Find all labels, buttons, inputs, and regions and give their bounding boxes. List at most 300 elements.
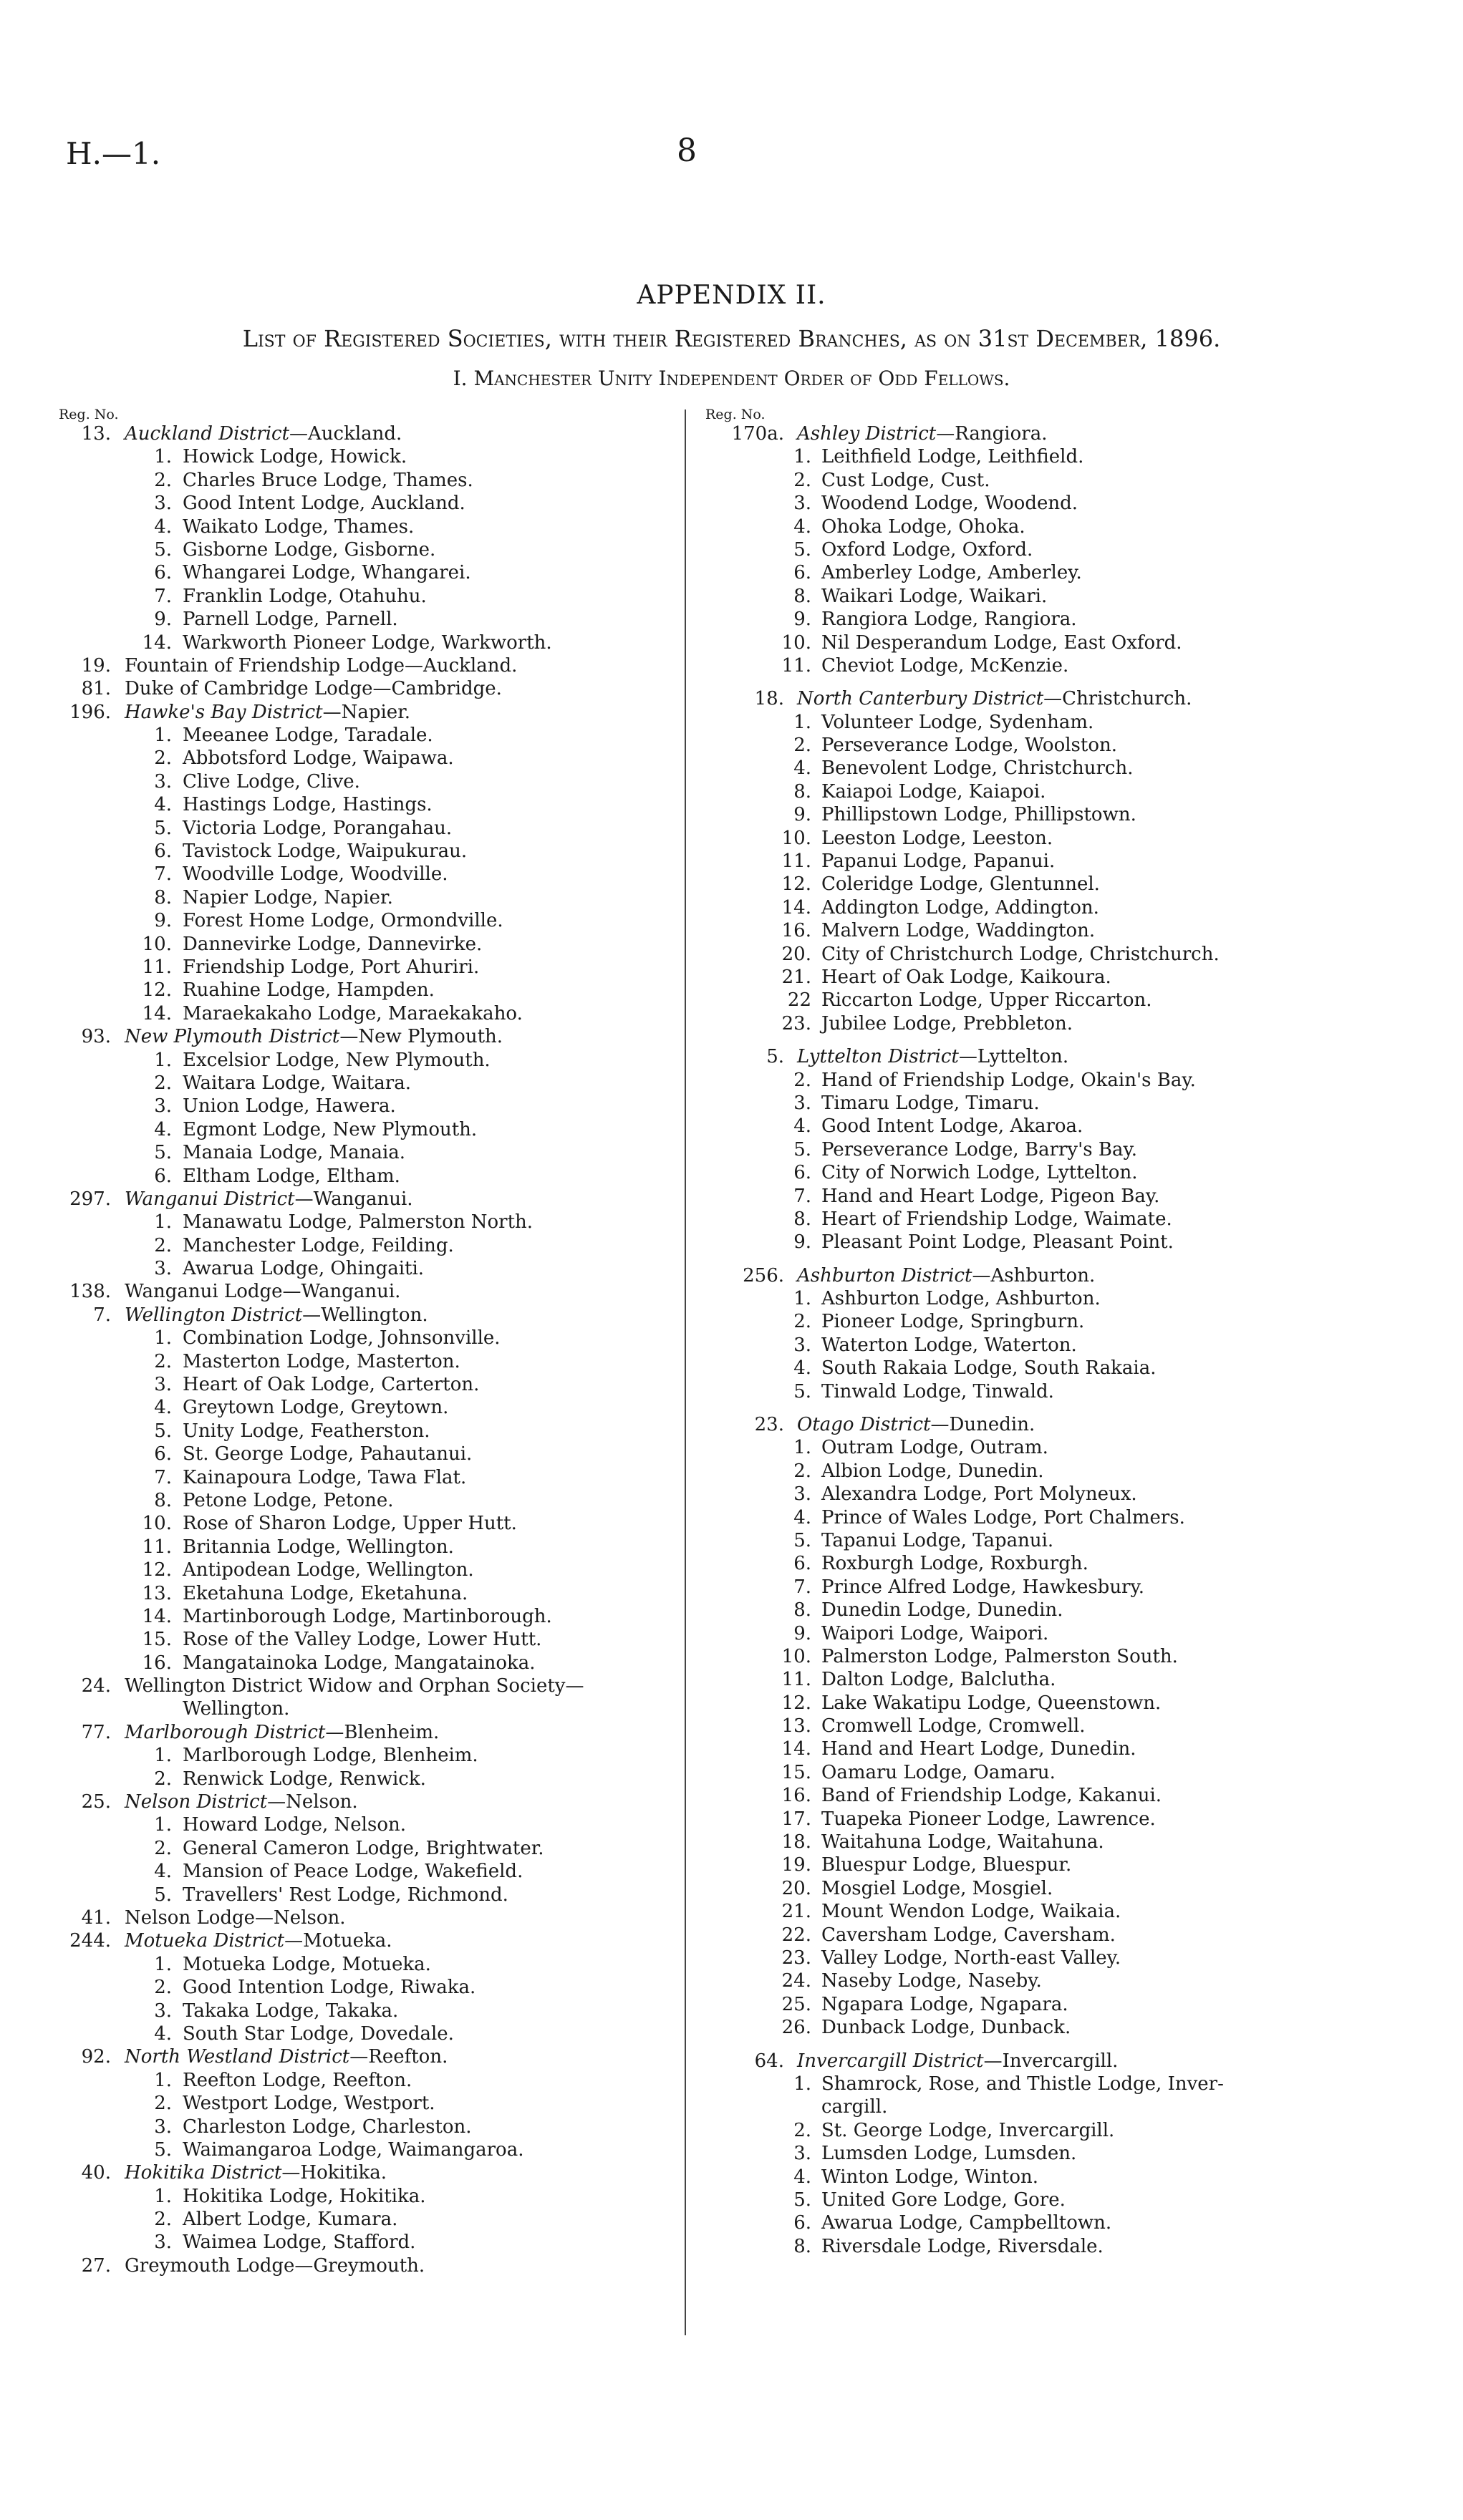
reg-number: 1. bbox=[154, 2069, 172, 2091]
reg-number: 3. bbox=[154, 770, 172, 793]
branch-entry bbox=[43, 608, 673, 631]
reg-number: 93. bbox=[81, 1026, 111, 1048]
reg-number: 5. bbox=[766, 1046, 784, 1068]
reg-number: 1. bbox=[154, 1049, 172, 1071]
entry-text: Cust Lodge, Cust. bbox=[821, 469, 990, 491]
reg-number: 3. bbox=[154, 493, 172, 515]
branch-entry bbox=[43, 1002, 673, 1025]
appendix-title: APPENDIX II. bbox=[637, 281, 826, 310]
district-name bbox=[125, 1790, 358, 1813]
reg-number: 1. bbox=[793, 711, 811, 733]
reg-number: 10. bbox=[142, 1513, 172, 1535]
reg-number: 8. bbox=[793, 1208, 811, 1230]
entry-text: Ohoka Lodge, Ohoka. bbox=[821, 515, 1025, 538]
branch-entry bbox=[43, 1860, 673, 1883]
entry-text: Dannevirke Lodge, Dannevirke. bbox=[183, 933, 483, 955]
entry-text: South Rakaia Lodge, South Rakaia. bbox=[821, 1357, 1157, 1380]
reg-number: 9. bbox=[793, 609, 811, 631]
district-name bbox=[125, 1188, 413, 1211]
reg-number: 23. bbox=[781, 1012, 811, 1034]
reg-number: 1. bbox=[154, 2185, 172, 2207]
reg-number: 17. bbox=[781, 1808, 811, 1830]
branch-entry bbox=[43, 747, 673, 770]
entry-text: Rose of the Valley Lodge, Lower Hutt. bbox=[183, 1629, 542, 1651]
entry-text: Good Intent Lodge, Akaroa. bbox=[821, 1115, 1083, 1138]
branch-entry bbox=[43, 1813, 673, 1836]
entry-text: Whangarei Lodge, Whangarei. bbox=[183, 562, 471, 584]
entry-text: Clive Lodge, Clive. bbox=[183, 770, 360, 793]
entry-text: Manawatu Lodge, Palmerston North. bbox=[183, 1211, 533, 1234]
section-heading: I. Manchester Unity Independent Order of Odd Fellows. bbox=[453, 367, 1010, 390]
district-title: Ashburton District bbox=[797, 1264, 972, 1286]
branch-entry bbox=[698, 1784, 1314, 1807]
branch-entry bbox=[698, 827, 1314, 850]
branch-entry bbox=[43, 2231, 673, 2254]
entry-text: Martinborough Lodge, Martinborough. bbox=[183, 1605, 552, 1627]
district-name bbox=[125, 701, 410, 724]
reg-no-label: Reg. No. bbox=[705, 407, 766, 422]
entry-text: Takaka Lodge, Takaka. bbox=[183, 2000, 399, 2022]
district-entry bbox=[43, 1929, 673, 1952]
district-entry bbox=[698, 2050, 1314, 2073]
reg-number: 3. bbox=[154, 2000, 172, 2022]
section-gap bbox=[698, 1403, 1314, 1413]
branch-entry bbox=[43, 1049, 673, 1072]
district-name bbox=[125, 2161, 387, 2184]
branch-entry bbox=[698, 734, 1314, 757]
reg-number: 1. bbox=[154, 724, 172, 747]
reg-number: 10. bbox=[781, 827, 811, 849]
branch-entry bbox=[698, 2235, 1314, 2258]
reg-number: 4. bbox=[154, 1118, 172, 1140]
branch-entry bbox=[698, 492, 1314, 515]
reg-number: 10. bbox=[142, 933, 172, 955]
reg-number: 1. bbox=[793, 2073, 811, 2095]
branch-entry bbox=[43, 2208, 673, 2231]
entry-text: Manchester Lodge, Feilding. bbox=[183, 1234, 454, 1256]
entry-text: Waimea Lodge, Stafford. bbox=[183, 2231, 416, 2254]
branch-entry bbox=[698, 1506, 1314, 1529]
reg-number: 14. bbox=[781, 896, 811, 919]
entry-text: Band of Friendship Lodge, Kakanui. bbox=[821, 1785, 1162, 1807]
district-name bbox=[797, 1264, 1095, 1287]
reg-number: 6. bbox=[154, 1443, 172, 1465]
society-entry bbox=[43, 654, 673, 677]
branch-entry bbox=[698, 1069, 1314, 1092]
reg-number: 2. bbox=[154, 2093, 172, 2115]
reg-number: 13. bbox=[142, 1582, 172, 1604]
branch-entry bbox=[43, 1373, 673, 1396]
branch-entry bbox=[698, 1012, 1314, 1035]
reg-number: 14. bbox=[142, 1002, 172, 1024]
entry-text: Perseverance Lodge, Barry's Bay. bbox=[821, 1138, 1137, 1160]
entry-text: Westport Lodge, Westport. bbox=[183, 2093, 435, 2115]
branch-entry bbox=[43, 1559, 673, 1581]
document-reference: H.—1. bbox=[66, 136, 161, 171]
entry-text: Bluespur Lodge, Bluespur. bbox=[821, 1854, 1072, 1876]
entry-text: Howard Lodge, Nelson. bbox=[183, 1814, 406, 1836]
reg-number: 7. bbox=[154, 863, 172, 886]
branch-entry bbox=[698, 1460, 1314, 1483]
district-seat: —Reefton. bbox=[349, 2046, 448, 2068]
branch-entry bbox=[698, 1138, 1314, 1161]
entry-text: Leeston Lodge, Leeston. bbox=[821, 827, 1053, 849]
entry-text: Britannia Lodge, Wellington. bbox=[183, 1536, 454, 1558]
district-seat: —Nelson. bbox=[267, 1791, 358, 1813]
entry-text: Combination Lodge, Johnsonville. bbox=[183, 1327, 501, 1349]
entry-text: Tavistock Lodge, Waipukurau. bbox=[183, 840, 468, 863]
entry-text: Lumsden Lodge, Lumsden. bbox=[821, 2143, 1077, 2165]
entry-text: Rose of Sharon Lodge, Upper Hutt. bbox=[183, 1513, 517, 1535]
branch-entry bbox=[43, 2022, 673, 2045]
entry-text: Good Intention Lodge, Riwaka. bbox=[183, 1977, 476, 1999]
entry-text: Duke of Cambridge Lodge—Cambridge. bbox=[125, 678, 502, 700]
branch-entry bbox=[43, 1536, 673, 1559]
entry-text: Tinwald Lodge, Tinwald. bbox=[821, 1380, 1054, 1402]
reg-number: 297. bbox=[69, 1188, 111, 1210]
branch-entry bbox=[43, 631, 673, 654]
reg-number: 10. bbox=[781, 1645, 811, 1667]
reg-number: 8. bbox=[793, 780, 811, 803]
reg-number: 13. bbox=[81, 423, 111, 445]
entry-text: Hand of Friendship Lodge, Okain's Bay. bbox=[821, 1069, 1196, 1091]
reg-number: 14. bbox=[142, 1605, 172, 1627]
branch-entry bbox=[43, 2092, 673, 2115]
entry-text: Waikato Lodge, Thames. bbox=[183, 515, 415, 538]
society-entry bbox=[43, 2254, 673, 2277]
reg-number: 4. bbox=[793, 1357, 811, 1380]
branch-entry bbox=[698, 445, 1314, 468]
branch-entry bbox=[43, 1652, 673, 1675]
entry-text: Prince of Wales Lodge, Port Chalmers. bbox=[821, 1506, 1185, 1528]
column-divider bbox=[685, 410, 686, 2335]
entry-text: Renwick Lodge, Renwick. bbox=[183, 1768, 426, 1790]
entry-text: Shamrock, Rose, and Thistle Lodge, Inver- bbox=[821, 2073, 1224, 2095]
entry-text: Nil Desperandum Lodge, East Oxford. bbox=[821, 631, 1182, 654]
entry-text: Malvern Lodge, Waddington. bbox=[821, 920, 1096, 942]
branch-entry bbox=[698, 1715, 1314, 1738]
branch-entry bbox=[43, 1466, 673, 1489]
entry-text: United Gore Lodge, Gore. bbox=[821, 2189, 1066, 2211]
reg-number: 7. bbox=[93, 1304, 111, 1326]
entry-text: Dalton Lodge, Balclutha. bbox=[821, 1669, 1056, 1691]
branch-entry bbox=[698, 469, 1314, 492]
branch-entry bbox=[698, 2211, 1314, 2234]
entry-text: Warkworth Pioneer Lodge, Warkworth. bbox=[183, 631, 552, 654]
reg-number: 6. bbox=[793, 1553, 811, 1575]
entry-text: Meeanee Lodge, Taradale. bbox=[183, 724, 433, 747]
reg-number: 7. bbox=[793, 1576, 811, 1598]
branch-entry bbox=[43, 1512, 673, 1535]
reg-number: 4. bbox=[793, 1115, 811, 1138]
reg-number: 7. bbox=[154, 1466, 172, 1488]
branch-entry bbox=[698, 2166, 1314, 2189]
branch-entry bbox=[698, 1853, 1314, 1876]
district-seat: —Lyttelton. bbox=[958, 1046, 1069, 1068]
reg-number: 23. bbox=[754, 1414, 784, 1436]
entry-text: Hastings Lodge, Hastings. bbox=[183, 794, 433, 816]
entry-text: cargill. bbox=[821, 2096, 888, 2118]
reg-number: 1. bbox=[793, 1288, 811, 1310]
district-name bbox=[797, 1045, 1068, 1068]
reg-number: 3. bbox=[793, 1092, 811, 1114]
reg-number: 11. bbox=[781, 850, 811, 873]
entry-text: Wellington. bbox=[183, 1698, 290, 1720]
entry-text: Hand and Heart Lodge, Pigeon Bay. bbox=[821, 1185, 1160, 1207]
reg-number: 5. bbox=[793, 538, 811, 561]
branch-entry bbox=[43, 909, 673, 932]
reg-number: 6. bbox=[154, 1165, 172, 1187]
reg-number: 5. bbox=[154, 817, 172, 839]
branch-entry bbox=[698, 989, 1314, 1012]
reg-number: 2. bbox=[154, 1234, 172, 1256]
reg-number: 3. bbox=[154, 2231, 172, 2254]
district-name bbox=[125, 422, 402, 445]
branch-entry bbox=[698, 1599, 1314, 1622]
entry-text: Leithfield Lodge, Leithfield. bbox=[821, 446, 1084, 468]
entry-text: Waterton Lodge, Waterton. bbox=[821, 1334, 1077, 1356]
branch-entry bbox=[698, 873, 1314, 896]
entry-text: Coleridge Lodge, Glentunnel. bbox=[821, 873, 1100, 896]
branch-entry bbox=[698, 2073, 1314, 2095]
entry-text: Greymouth Lodge—Greymouth. bbox=[125, 2254, 425, 2277]
branch-entry bbox=[698, 1231, 1314, 1254]
reg-number: 9. bbox=[793, 1231, 811, 1254]
reg-number: 12. bbox=[142, 1559, 172, 1581]
district-entry bbox=[43, 422, 673, 445]
reg-number: 5. bbox=[793, 1529, 811, 1551]
reg-number: 15. bbox=[142, 1629, 172, 1651]
entry-text: Mosgiel Lodge, Mosgiel. bbox=[821, 1877, 1053, 1899]
district-title: North Westland District bbox=[125, 2046, 350, 2068]
branch-entry bbox=[43, 863, 673, 886]
branch-entry bbox=[698, 780, 1314, 803]
branch-entry bbox=[43, 817, 673, 840]
reg-number: 4. bbox=[154, 1397, 172, 1419]
reg-number: 5. bbox=[154, 2138, 172, 2161]
section-gap bbox=[698, 1254, 1314, 1264]
district-seat: —Invercargill. bbox=[983, 2050, 1119, 2072]
reg-number: 2. bbox=[793, 1311, 811, 1333]
branch-entry bbox=[698, 1924, 1314, 1947]
district-entry bbox=[43, 2161, 673, 2184]
district-title: Ashley District bbox=[797, 423, 937, 445]
entry-text: City of Norwich Lodge, Lyttelton. bbox=[821, 1162, 1138, 1184]
entry-text: Abbotsford Lodge, Waipawa. bbox=[183, 747, 454, 770]
entry-text: Eltham Lodge, Eltham. bbox=[183, 1165, 400, 1187]
branch-entry bbox=[698, 1993, 1314, 2016]
district-name bbox=[125, 1929, 392, 1952]
branch-entry bbox=[698, 1738, 1314, 1760]
branch-entry bbox=[698, 1645, 1314, 1668]
reg-no-label: Reg. No. bbox=[59, 407, 119, 422]
district-title: Marlborough District bbox=[125, 1721, 326, 1743]
entry-text: Parnell Lodge, Parnell. bbox=[183, 609, 398, 631]
reg-number: 7. bbox=[793, 1185, 811, 1207]
reg-number: 22 bbox=[787, 989, 811, 1012]
branch-entry bbox=[698, 1287, 1314, 1310]
reg-number: 14. bbox=[142, 631, 172, 654]
district-seat: —New Plymouth. bbox=[339, 1026, 503, 1048]
branch-entry bbox=[698, 1900, 1314, 1923]
reg-number: 4. bbox=[793, 1506, 811, 1528]
reg-number: 2. bbox=[154, 2209, 172, 2231]
reg-number: 2. bbox=[154, 1837, 172, 1859]
reg-number: 1. bbox=[154, 1953, 172, 1975]
entry-text: Roxburgh Lodge, Roxburgh. bbox=[821, 1553, 1088, 1575]
branch-entry bbox=[698, 538, 1314, 561]
section-gap bbox=[698, 2040, 1314, 2050]
entry-text: Mansion of Peace Lodge, Wakefield. bbox=[183, 1861, 523, 1883]
branch-entry bbox=[43, 770, 673, 793]
reg-number: 15. bbox=[781, 1761, 811, 1783]
branch-entry bbox=[698, 1552, 1314, 1575]
branch-entry bbox=[698, 2189, 1314, 2211]
reg-number: 16. bbox=[142, 1652, 172, 1674]
reg-number: 4. bbox=[154, 794, 172, 816]
branch-entry bbox=[43, 933, 673, 956]
branch-entry bbox=[43, 840, 673, 863]
branch-entry bbox=[698, 631, 1314, 654]
branch-entry bbox=[698, 2119, 1314, 2142]
entry-text: Tapanui Lodge, Tapanui. bbox=[821, 1529, 1054, 1551]
branch-entry bbox=[698, 966, 1314, 989]
society-entry bbox=[43, 1280, 673, 1303]
branch-entry bbox=[698, 1161, 1314, 1184]
branch-entry bbox=[698, 1622, 1314, 1645]
branch-entry bbox=[698, 1357, 1314, 1380]
branch-entry bbox=[698, 1877, 1314, 1900]
entry-text: Jubilee Lodge, Prebbleton. bbox=[821, 1012, 1073, 1034]
district-title: Auckland District bbox=[125, 423, 290, 445]
district-title: North Canterbury District bbox=[797, 688, 1044, 710]
reg-number: 24. bbox=[781, 1970, 811, 1992]
district-seat: —Auckland. bbox=[289, 423, 402, 445]
entry-text: Petone Lodge, Petone. bbox=[183, 1489, 394, 1511]
branch-entry bbox=[698, 943, 1314, 966]
reg-number: 11. bbox=[142, 956, 172, 978]
reg-number: 4. bbox=[793, 2166, 811, 2188]
branch-entry bbox=[43, 585, 673, 608]
entry-text: Howick Lodge, Howick. bbox=[183, 446, 407, 468]
reg-number: 21. bbox=[781, 966, 811, 988]
reg-number: 5. bbox=[154, 1142, 172, 1164]
reg-number: 20. bbox=[781, 943, 811, 965]
reg-number: 9. bbox=[154, 910, 172, 932]
branch-entry bbox=[43, 2116, 673, 2138]
district-seat: —Wanganui. bbox=[294, 1188, 413, 1210]
section-gap bbox=[698, 677, 1314, 687]
branch-entry bbox=[43, 1257, 673, 1280]
branch-entry bbox=[698, 1092, 1314, 1115]
district-entry bbox=[698, 1413, 1314, 1436]
district-seat: —Wellington. bbox=[302, 1304, 428, 1326]
entry-text: Pleasant Point Lodge, Pleasant Point. bbox=[821, 1231, 1174, 1254]
branch-entry bbox=[43, 1420, 673, 1443]
reg-number: 1. bbox=[154, 1745, 172, 1767]
society-entry bbox=[43, 1675, 673, 1697]
entry-text: Waipori Lodge, Waipori. bbox=[821, 1622, 1049, 1644]
entry-text: Mangatainoka Lodge, Mangatainoka. bbox=[183, 1652, 536, 1674]
reg-number: 3. bbox=[154, 2116, 172, 2138]
reg-number: 81. bbox=[81, 678, 111, 700]
entry-text: Reefton Lodge, Reefton. bbox=[183, 2069, 412, 2091]
entry-text: Motueka Lodge, Motueka. bbox=[183, 1953, 431, 1975]
reg-number: 5. bbox=[793, 2189, 811, 2211]
branch-entry bbox=[43, 2185, 673, 2208]
entry-text: Heart of Friendship Lodge, Waimate. bbox=[821, 1208, 1172, 1230]
branch-entry bbox=[698, 515, 1314, 538]
branch-entry bbox=[698, 711, 1314, 734]
reg-number: 3. bbox=[154, 1258, 172, 1280]
branch-entry bbox=[43, 2138, 673, 2161]
district-name bbox=[797, 687, 1192, 710]
branch-entry bbox=[43, 1118, 673, 1141]
reg-number: 4. bbox=[793, 757, 811, 780]
branch-entry bbox=[698, 1969, 1314, 1992]
reg-number: 23. bbox=[781, 1947, 811, 1969]
entry-text: Prince Alfred Lodge, Hawkesbury. bbox=[821, 1576, 1144, 1598]
reg-number: 18. bbox=[781, 1831, 811, 1853]
reg-number: 16. bbox=[781, 920, 811, 942]
reg-number: 4. bbox=[154, 515, 172, 538]
reg-number: 13. bbox=[781, 1715, 811, 1738]
reg-number: 4. bbox=[154, 2022, 172, 2045]
district-name bbox=[797, 1413, 1035, 1436]
entry-text: Riversdale Lodge, Riversdale. bbox=[821, 2235, 1104, 2257]
branch-entry bbox=[43, 1744, 673, 1767]
entry-text: Pioneer Lodge, Springburn. bbox=[821, 1311, 1085, 1333]
branch-entry bbox=[43, 2000, 673, 2022]
branch-entry bbox=[43, 1489, 673, 1512]
reg-number: 24. bbox=[81, 1675, 111, 1697]
reg-number: 25. bbox=[781, 1993, 811, 2015]
branch-entry bbox=[43, 1211, 673, 1234]
entry-text: Phillipstown Lodge, Phillipstown. bbox=[821, 804, 1136, 826]
branch-entry bbox=[698, 1808, 1314, 1831]
district-title: Motueka District bbox=[125, 1930, 285, 1952]
entry-text: Unity Lodge, Featherston. bbox=[183, 1420, 430, 1442]
district-entry bbox=[698, 422, 1314, 445]
reg-number: 18. bbox=[754, 688, 784, 710]
branch-entry bbox=[43, 1327, 673, 1349]
reg-number: 6. bbox=[793, 1162, 811, 1184]
reg-number: 3. bbox=[793, 1483, 811, 1506]
district-title: Wanganui District bbox=[125, 1188, 295, 1210]
entry-text: Egmont Lodge, New Plymouth. bbox=[183, 1118, 478, 1140]
branch-entry bbox=[698, 1208, 1314, 1231]
entry-text: Kainapoura Lodge, Tawa Flat. bbox=[183, 1466, 467, 1488]
branch-entry bbox=[43, 1095, 673, 1118]
branch-entry bbox=[698, 2016, 1314, 2039]
reg-number: 40. bbox=[81, 2162, 111, 2184]
district-name bbox=[797, 422, 1047, 445]
branch-entry bbox=[698, 1529, 1314, 1552]
district-entry bbox=[698, 1264, 1314, 1287]
entry-text: Tuapeka Pioneer Lodge, Lawrence. bbox=[821, 1808, 1156, 1830]
reg-number: 1. bbox=[154, 1814, 172, 1836]
entry-text: Rangiora Lodge, Rangiora. bbox=[821, 609, 1077, 631]
branch-entry bbox=[43, 1443, 673, 1465]
entry-text: South Star Lodge, Dovedale. bbox=[183, 2022, 454, 2045]
entry-text: Ngapara Lodge, Ngapara. bbox=[821, 1993, 1068, 2015]
reg-number: 8. bbox=[154, 886, 172, 908]
entry-text: Union Lodge, Hawera. bbox=[183, 1095, 396, 1118]
district-seat: —Christchurch. bbox=[1043, 688, 1192, 710]
reg-number: 6. bbox=[154, 840, 172, 863]
entry-text: Napier Lodge, Napier. bbox=[183, 886, 393, 908]
district-name bbox=[125, 1304, 428, 1327]
